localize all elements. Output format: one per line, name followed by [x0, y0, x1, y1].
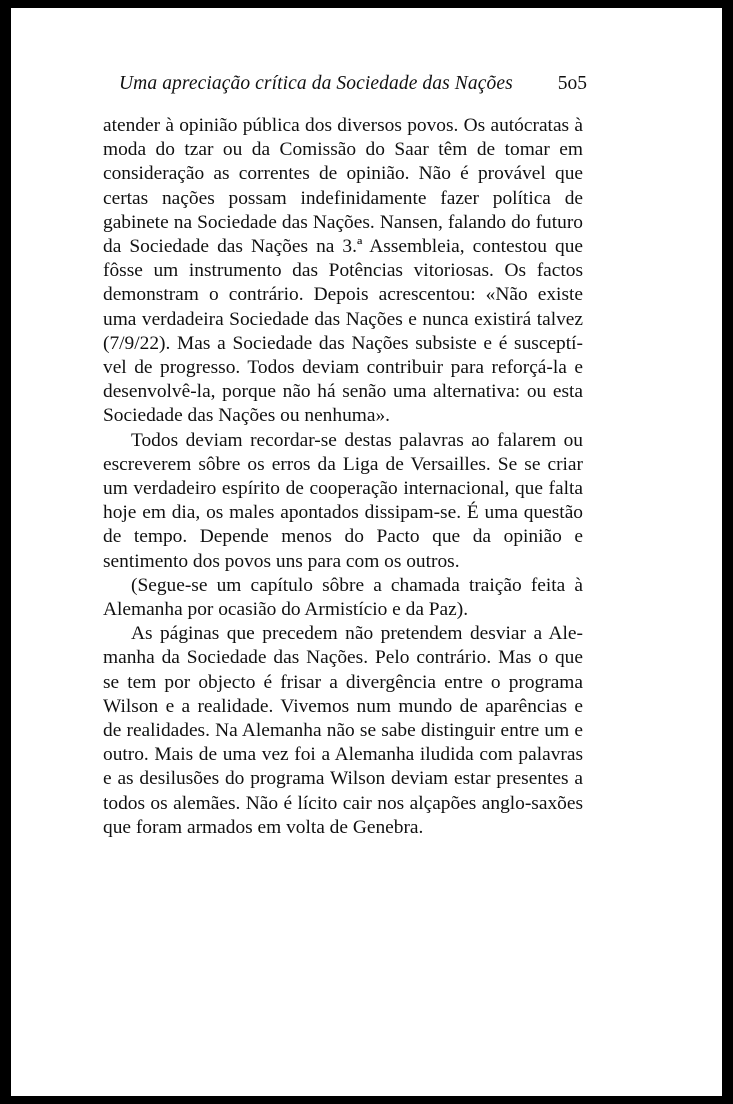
- running-header: [111, 73, 587, 103]
- book-page: [11, 8, 722, 1096]
- paragraph-1: atender à opinião pública dos diversos povos. Os autócratas à moda do tzar ou da Comissão do Saar têm de tomar em consideração as correntes de opinião. Não é provável que certas nações possam indefinidamente fazer política de gabinete na Sociedade das Nações. Nansen, falando do futuro da Sociedade das Nações na 3.ª Assembleia, contestou que fôsse um instrumento das Potências vitoriosas. Os factos demonstram o contrário. Depois acrescentou: «Não existe uma verdadeira Sociedade das Nações e nunca existirá talvez (7/9/22). Mas a Sociedade das Nações subsiste e é susceptível de progresso. Todos deviam contribuir para reforçá-la e desenvolvê-la, porque não há senão uma alternativa: ou esta Sociedade das Nações ou nenhuma».: [103, 115, 583, 427]
- paragraph-2: Todos deviam recordar-se destas palavras ao falarem ou escreverem sôbre os erros da Liga de Versailles. Se se criar um verdadeiro espírito de cooperação internacional, que falta hoje em dia, os males apontados dissipam-se. É uma questão de tempo. Depende menos do Pacto que da opinião e sentimento dos povos uns para com os outros.: [103, 429, 583, 572]
- body-text: [103, 114, 583, 840]
- page-number: 5o5: [557, 73, 587, 94]
- paragraph-3: (Segue-se um capítulo sôbre a chamada traição feita à Alemanha por ocasião do Armistício e da Paz).: [103, 574, 583, 621]
- paragraph-4: As páginas que precedem não pretendem desviar a Alemanha da Sociedade das Nações. Pelo contrário. Mas o que se tem por objecto é frisar a divergência entre o programa Wilson e a realidade. Vivemos num mundo de aparências e de realidades. Na Alemanha não se sabe distinguir entre um e outro. Mais de uma vez foi a Alemanha iludida com palavras e as desilusões do programa Wilson deviam estar presentes a todos os alemães. Não é lícito cair nos alçapões anglo-saxões que foram armados em volta de Genebra.: [103, 623, 583, 838]
- running-title: Uma apreciação crítica da Sociedade das Nações: [119, 73, 513, 94]
